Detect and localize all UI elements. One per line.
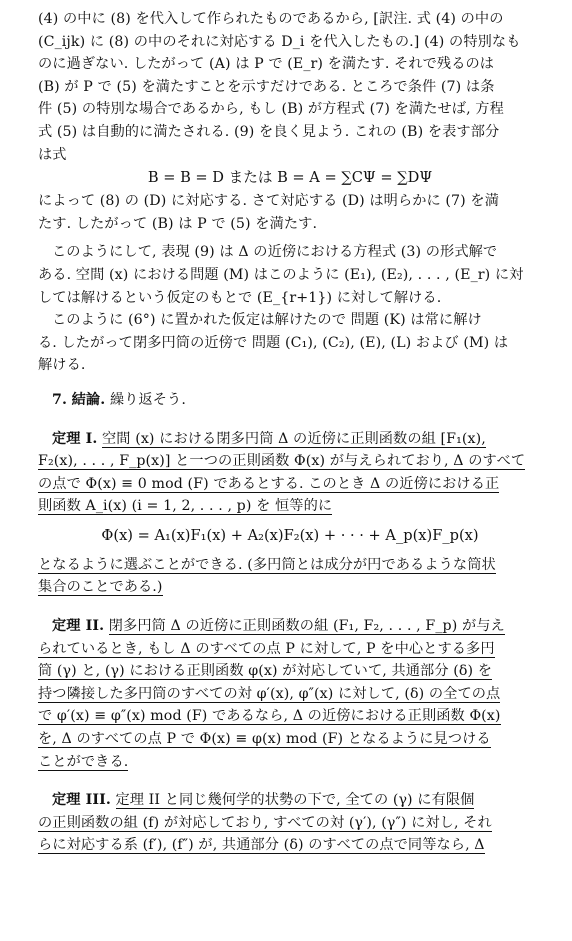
theorem-text: 定理 II と同じ幾何学的状勢の下で, 全ての (γ) に有限個 [115, 792, 475, 809]
paragraph-2 [38, 190, 542, 235]
theorem-text: 則函数 A_i(x) (i = 1, 2, . . . , p) を 恒等的に [38, 498, 333, 515]
text-line [38, 660, 542, 683]
text-line: ある. 空間 (x) における問題 (M) はこのように (E₁), (E₂), . . . , (E_r) に対 [38, 266, 524, 283]
text-line: のに過ぎない. したがって (A) は P で (E_r) を満たす. それで残るのは [38, 56, 495, 73]
text-line [38, 428, 542, 451]
text-line: このように (6°) に置かれた仮定は解けたので 問題 (K) は常に解け [52, 312, 482, 329]
theorem-3-label: 定理 III. [52, 792, 111, 809]
text-line [38, 495, 542, 518]
theorem-text: の点で Φ(x) ≡ 0 mod (F) であるとする. このとき Δ の近傍における正 [38, 475, 500, 492]
text-line: (4) の中に (8) を代入して作られたものであるから, [訳注. 式 (4) の中の [38, 11, 504, 27]
text-line [38, 789, 542, 812]
theorem-text: らに対応する系 (f′), (f″) が, 共通部分 (δ) のすべての点で同等なら, Δ [38, 837, 485, 854]
text-line: たす. したがって (B) は P で (5) を満たす. [38, 215, 318, 232]
theorem-text: 持つ隣接した多円筒のすべての対 φ′(x), φ″(x) に対して, (δ) の全ての点 [38, 685, 501, 702]
text-line [38, 615, 542, 638]
theorem-text: られているとき, もし Δ のすべての点 P に対して, P を中心とする多円 [38, 640, 495, 657]
section-number: 7. [52, 391, 68, 408]
text-line: (B) が P で (5) を満たすことを示すだけである. ところで条件 (7) は条 [38, 78, 495, 95]
display-formula: B = B = D または B = A = ∑CΨ = ∑DΨ [147, 169, 433, 187]
theorem-text: ことができる. [38, 753, 129, 770]
text-line: は式 [38, 146, 67, 163]
theorem-text: となるように選ぶことができる. (多円筒とは成分が円であるような筒状 [38, 556, 496, 573]
theorem-text: で φ′(x) ≡ φ″(x) mod (F) であるなら, Δ の近傍における正則函数 Φ(x) [38, 708, 501, 725]
text-line [38, 473, 542, 496]
text-line [38, 554, 542, 577]
text-line [38, 450, 542, 473]
section-text: 繰り返そう. [109, 391, 186, 408]
theorem-text: 空間 (x) における閉多円筒 Δ の近傍に正則函数の組 [F₁(x), [102, 430, 486, 447]
theorem-2 [38, 615, 542, 773]
theorem-text: の正則函数の組 (f) が対応しており, すべての対 (γ′), (γ″) に対し, それ [38, 814, 492, 831]
text-line [38, 683, 542, 706]
theorem-text: F₂(x), . . . , F_p(x)] と一つの正則函数 Φ(x) が与えられており, Δ のすべて [38, 453, 526, 470]
theorem-text: 筒 (γ) と, (γ) における正則函数 φ(x) が対応していて, 共通部分 (δ) を [38, 663, 493, 680]
text-line [38, 705, 542, 728]
text-line: 件 (5) の特別な場合であるから, もし (B) が方程式 (7) を満たせば, 方程 [38, 101, 504, 118]
paragraph-4 [38, 309, 542, 377]
text-line: しては解けるという仮定のもとで (E_{r+1}) に対して解ける. [38, 289, 442, 306]
text-line [38, 812, 542, 835]
section-heading [38, 389, 542, 412]
theorem-1 [38, 428, 542, 600]
theorem-1-label: 定理 I. [52, 430, 98, 447]
display-formula: Φ(x) = A₁(x)F₁(x) + A₂(x)F₂(x) + · · · + A_p(x)F_p(x) [101, 526, 479, 544]
section-title: 結論. [71, 391, 106, 408]
text-line [38, 834, 542, 857]
text-line: 式 (5) は自動的に満たされる. (9) を良く見よう. これの (B) を表す部分 [38, 123, 500, 140]
text-line [38, 751, 542, 774]
text-line: によって (8) の (D) に対応する. さて対応する (D) は明らかに (7) を満 [38, 193, 499, 210]
text-line: (C_ijk) に (8) の中のそれに対応する D_i を代入したもの.] (4) の特別なも [38, 33, 521, 50]
theorem-text: 閉多円筒 Δ の近傍に正則函数の組 (F₁, F₂, . . . , F_p) が与え [108, 618, 505, 635]
paragraph-1 [38, 8, 542, 166]
text-line [38, 576, 542, 599]
text-line [38, 638, 542, 661]
paragraph-3 [38, 241, 542, 309]
text-line: このようにして, 表現 (9) は Δ の近傍における方程式 (3) の形式解で [52, 244, 498, 261]
theorem-text: 集合のことである.) [38, 579, 163, 596]
text-line: 解ける. [38, 357, 86, 374]
theorem-text: を, Δ のすべての点 P で Φ(x) ≡ φ(x) mod (F) となるように見つける [38, 731, 491, 748]
theorem-3 [38, 789, 542, 857]
text-line [38, 728, 542, 751]
text-line: る. したがって閉多円筒の近傍で 問題 (C₁), (C₂), (E), (L) および (M) は [38, 334, 509, 351]
theorem-2-label: 定理 II. [52, 618, 105, 635]
